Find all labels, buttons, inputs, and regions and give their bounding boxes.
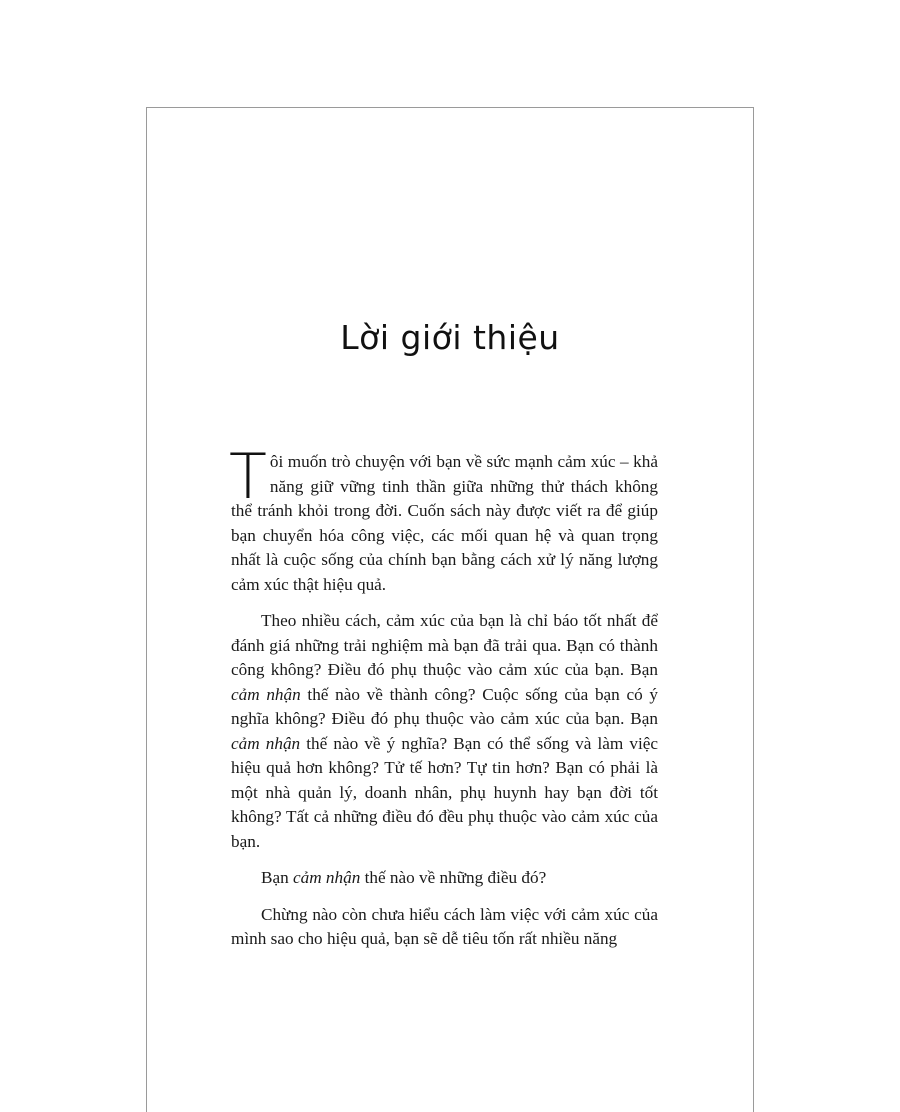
paragraph-1-text: ôi muốn trò chuyện với bạn về sức mạnh cảm xúc – khả năng giữ vững tinh thần giữa những thử thách không thể tránh khỏi trong đời. Cuốn sách này được viết ra để giúp bạn chuyển hóa công việc, các mối quan hệ và quan trọng nhất là cuộc sống của chính bạn bằng cách xử lý năng lượng cảm xúc thật hiệu quả. [231, 452, 658, 594]
paragraph-4 [231, 903, 658, 952]
chapter-body [229, 440, 658, 964]
emphasis-cam-nhan: cảm nhận [292, 868, 361, 887]
paragraph-4-text: Chừng nào còn chưa hiểu cách làm việc với cảm xúc của mình sao cho hiệu quả, bạn sẽ dễ tiêu tốn rất nhiều năng [231, 904, 658, 948]
emphasis-cam-nhan: cảm nhận [231, 733, 301, 753]
emphasis-cam-nhan: cảm nhận [231, 684, 301, 704]
paragraph-2 [231, 609, 658, 854]
paragraph-2-part-2: thế nào về thành công? Cuộc sống của bạn có ý nghĩa không? Điều đó phụ thuộc vào cảm xúc của bạn. Bạn [231, 684, 658, 728]
chapter-title: Lời giới thiệu [340, 318, 560, 357]
paragraph-3-part-1: Bạn [261, 868, 293, 887]
drop-cap: T [229, 440, 267, 513]
paragraph-2-part-1: Theo nhiều cách, cảm xúc của bạn là chỉ báo tốt nhất để đánh giá những trải nghiệm mà bạn đã trải qua. Bạn có thành công không? Điều đó phụ thuộc vào cảm xúc của bạn. Bạn [231, 611, 658, 679]
paragraph-3 [231, 866, 658, 891]
paragraph-2-part-3: thế nào về ý nghĩa? Bạn có thể sống và làm việc hiệu quả hơn không? Tử tế hơn? Tự tin hơn? Bạn có phải là một nhà quản lý, doanh nhân, phụ huynh hay bạn đời tốt không? Tất cả những điều đó đều phụ thuộc vào cảm xúc của bạn. [231, 733, 658, 851]
paragraph-1 [229, 440, 658, 597]
paragraph-3-part-2: thế nào về những điều đó? [360, 868, 547, 887]
